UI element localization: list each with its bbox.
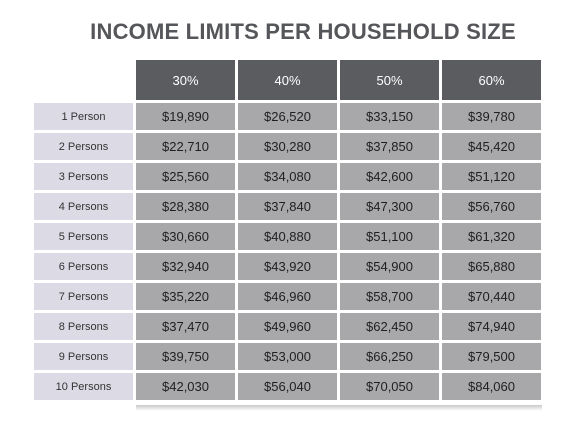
table-cell: $58,700: [340, 283, 439, 310]
table-cell: $22,710: [136, 133, 235, 160]
row-label: 4 Persons: [34, 193, 133, 220]
table-cell: $56,760: [442, 193, 541, 220]
table-cell: $26,520: [238, 103, 337, 130]
row-label: 2 Persons: [34, 133, 133, 160]
page-title: INCOME LIMITS PER HOUSEHOLD SIZE: [90, 19, 516, 44]
column-header: 60%: [442, 60, 541, 100]
row-label: 6 Persons: [34, 253, 133, 280]
table-cell: $62,450: [340, 313, 439, 340]
row-label: 7 Persons: [34, 283, 133, 310]
table-cell: $70,440: [442, 283, 541, 310]
row-label: 10 Persons: [34, 373, 133, 400]
table-cell: $43,920: [238, 253, 337, 280]
table-cell: $47,300: [340, 193, 439, 220]
table-cell: $39,780: [442, 103, 541, 130]
table-cell: $19,890: [136, 103, 235, 130]
table-cell: $42,600: [340, 163, 439, 190]
table-cell: $79,500: [442, 343, 541, 370]
table-cell: $37,840: [238, 193, 337, 220]
table-cell: $51,120: [442, 163, 541, 190]
table-cell: $51,100: [340, 223, 439, 250]
table-cell: $37,850: [340, 133, 439, 160]
table-cell: $32,940: [136, 253, 235, 280]
table-cell: $70,050: [340, 373, 439, 400]
column-header: 40%: [238, 60, 337, 100]
row-label: 9 Persons: [34, 343, 133, 370]
table-shadow: [136, 405, 542, 411]
column-header: 50%: [340, 60, 439, 100]
table-cell: $35,220: [136, 283, 235, 310]
table-cell: $56,040: [238, 373, 337, 400]
table-cell: $45,420: [442, 133, 541, 160]
table-cell: $66,250: [340, 343, 439, 370]
table-cell: $61,320: [442, 223, 541, 250]
table-cell: $84,060: [442, 373, 541, 400]
table-cell: $37,470: [136, 313, 235, 340]
income-limits-table: [34, 60, 542, 400]
table-cell: $34,080: [238, 163, 337, 190]
table-cell: $49,960: [238, 313, 337, 340]
table-cell: $30,280: [238, 133, 337, 160]
table-cell: $33,150: [340, 103, 439, 130]
column-header: 30%: [136, 60, 235, 100]
row-label: 5 Persons: [34, 223, 133, 250]
table-cell: $46,960: [238, 283, 337, 310]
table-cell: $30,660: [136, 223, 235, 250]
row-label: 8 Persons: [34, 313, 133, 340]
table-cell: $42,030: [136, 373, 235, 400]
table-cell: $74,940: [442, 313, 541, 340]
table-cell: $53,000: [238, 343, 337, 370]
table-cell: $40,880: [238, 223, 337, 250]
row-label: 3 Persons: [34, 163, 133, 190]
table-cell: $25,560: [136, 163, 235, 190]
table-cell: $54,900: [340, 253, 439, 280]
table-cell: $28,380: [136, 193, 235, 220]
table-corner: [34, 60, 133, 100]
table-cell: $39,750: [136, 343, 235, 370]
row-label: 1 Person: [34, 103, 133, 130]
table-cell: $65,880: [442, 253, 541, 280]
